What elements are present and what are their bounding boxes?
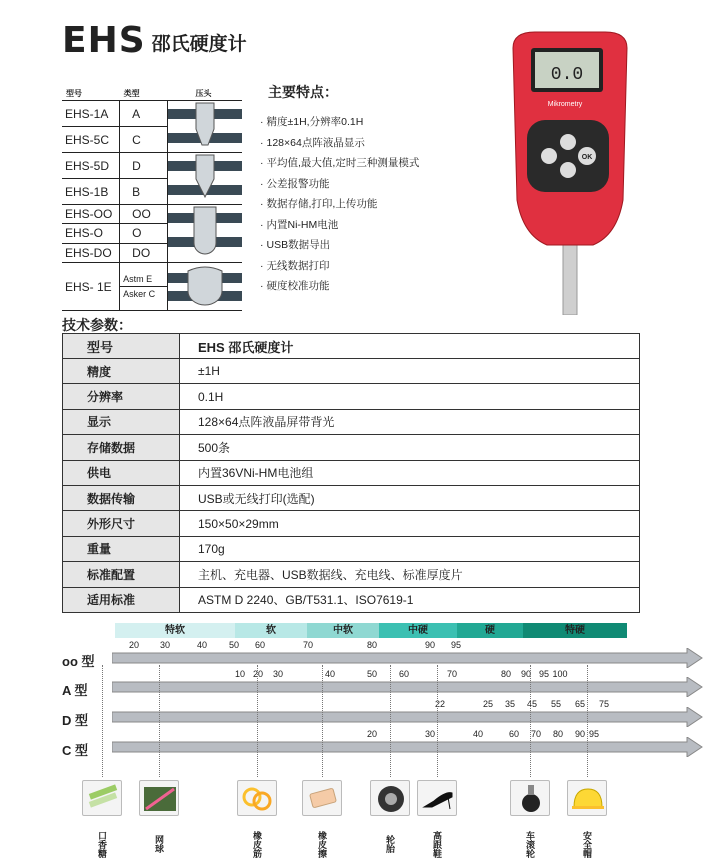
type-cell: C <box>120 127 168 153</box>
type-cell: D <box>120 153 168 179</box>
type-cell: DO <box>120 243 168 262</box>
spec-value: 128×64点阵液晶屏带背光 <box>180 409 640 434</box>
tick-label: 95 <box>450 640 462 650</box>
tick-label: 60 <box>508 729 520 739</box>
tick-label: 70 <box>530 729 542 739</box>
model-cell: EHS-5C <box>62 127 120 153</box>
spec-value: 0.1H <box>180 384 640 409</box>
band-medium-soft: 中软 <box>307 623 379 638</box>
tick-label: 70 <box>446 669 458 679</box>
large-ball-indenter-icon <box>168 263 242 307</box>
scale-row-d <box>62 699 642 729</box>
tick-label: 30 <box>159 640 171 650</box>
title-main: EHS <box>62 20 146 61</box>
header-model: 型号 <box>62 87 120 101</box>
model-cell: EHS-O <box>62 224 120 243</box>
eraser-icon <box>302 780 342 816</box>
material-pointer-line <box>530 665 531 777</box>
tick-label: 22 <box>434 699 446 709</box>
tick-label: 95 <box>588 729 600 739</box>
feature-item: · 硬度校准功能 <box>260 276 419 297</box>
material-item <box>298 780 346 864</box>
tick-label: 20 <box>366 729 378 739</box>
tick-label: 95 <box>538 669 550 679</box>
band-soft: 软 <box>235 623 307 638</box>
type-cell: O <box>120 224 168 243</box>
indenter-image <box>167 101 242 153</box>
spec-key: 重量 <box>63 536 180 561</box>
material-label: 网球 <box>154 835 164 853</box>
spec-key: 精度 <box>63 359 180 384</box>
device-reading: 0.0 <box>550 65 584 85</box>
feature-item: · 无线数据打印 <box>260 256 419 277</box>
material-item <box>413 780 461 864</box>
material-label: 轮胎 <box>385 835 395 853</box>
subtype-asker-c: Asker C <box>123 289 156 299</box>
scale-row-oo <box>62 640 642 670</box>
band-hard: 硬 <box>457 623 523 638</box>
type-cell: B <box>120 179 168 205</box>
features <box>260 82 419 297</box>
scale-row-label: C 型 <box>62 743 89 758</box>
tick-label: 90 <box>424 640 436 650</box>
scale-row-label: oo 型 <box>62 654 95 669</box>
hardness-band-header <box>115 623 627 638</box>
indenter-image <box>167 153 242 205</box>
spec-value: 150×50×29mm <box>180 511 640 536</box>
spec-value: EHS 邵氏硬度计 <box>180 334 640 359</box>
tick-label: 65 <box>574 699 586 709</box>
page-title <box>62 20 247 61</box>
tick-label: 80 <box>366 640 378 650</box>
material-label: 橡皮筋 <box>252 830 262 858</box>
tick-label: 40 <box>324 669 336 679</box>
tick-label: 80 <box>500 669 512 679</box>
header-indenter: 压头 <box>167 87 242 101</box>
material-item <box>563 780 611 864</box>
tick-label: 20 <box>252 669 264 679</box>
tick-label: 25 <box>482 699 494 709</box>
material-label: 橡皮擦 <box>317 830 327 858</box>
feature-item: · 公差报警功能 <box>260 174 419 195</box>
material-item <box>506 780 554 864</box>
features-heading: 主要特点： <box>268 85 338 101</box>
material-pointer-line <box>257 665 258 777</box>
spec-value: ±1H <box>180 359 640 384</box>
spec-value: 主机、充电器、USB数据线、充电线、标准厚度片 <box>180 562 640 587</box>
spec-key: 供电 <box>63 460 180 485</box>
feature-item: · 128×64点阵液晶显示 <box>260 133 419 154</box>
spec-value: 500条 <box>180 435 640 460</box>
tick-label: 20 <box>128 640 140 650</box>
material-label: 安全帽 <box>582 830 592 858</box>
type-cell: OO <box>120 205 168 224</box>
spec-key: 标准配置 <box>63 562 180 587</box>
tick-label: 50 <box>366 669 378 679</box>
tick-label: 80 <box>552 729 564 739</box>
spec-key: 外形尺寸 <box>63 511 180 536</box>
spec-key: 存储数据 <box>63 435 180 460</box>
model-cell: EHS-1A <box>62 101 120 127</box>
model-cell: EHS-1B <box>62 179 120 205</box>
model-cell: EHS-DO <box>62 243 120 262</box>
helmet-icon <box>567 780 607 816</box>
spec-key: 显示 <box>63 409 180 434</box>
spec-key: 数据传输 <box>63 485 180 510</box>
feature-item: · 数据存储,打印,上传功能 <box>260 194 419 215</box>
spec-key: 适用标准 <box>63 587 180 612</box>
material-item <box>366 780 414 864</box>
scale-row-label: D 型 <box>62 713 89 728</box>
tick-label: 90 <box>574 729 586 739</box>
material-examples <box>0 780 720 865</box>
spec-value: 内置36VNi-HM电池组 <box>180 460 640 485</box>
material-label: 口香糖 <box>97 830 107 858</box>
tick-label: 30 <box>424 729 436 739</box>
tick-label: 30 <box>272 669 284 679</box>
spec-value: 170g <box>180 536 640 561</box>
spec-section-title: 技术参数： <box>62 318 132 334</box>
cone-indenter-icon <box>168 101 242 149</box>
tick-label: 50 <box>228 640 240 650</box>
spec-key: 型号 <box>63 334 180 359</box>
tick-label: 10 <box>234 669 246 679</box>
tire-icon <box>370 780 410 816</box>
tick-label: 90 <box>520 669 532 679</box>
title-sub: 邵氏硬度计 <box>151 33 247 55</box>
feature-item: · USB数据导出 <box>260 235 419 256</box>
tick-label: 75 <box>598 699 610 709</box>
scale-row-a <box>62 669 642 699</box>
spec-value: ASTM D 2240、GB/T531.1、ISO7619-1 <box>180 587 640 612</box>
type-cell <box>120 263 168 311</box>
hardness-tester-device <box>505 30 635 315</box>
tick-label: 60 <box>398 669 410 679</box>
point-indenter-icon <box>168 153 242 201</box>
material-item <box>78 780 126 864</box>
feature-item: · 精度±1H,分辨率0.1H <box>260 112 419 133</box>
subtype-astm-e: Astm E <box>120 272 167 287</box>
material-item <box>135 780 183 864</box>
scale-row-label: A 型 <box>62 683 88 698</box>
tennis-ball-icon <box>139 780 179 816</box>
rubber-band-icon <box>237 780 277 816</box>
material-pointer-line <box>322 665 323 777</box>
band-medium-hard: 中硬 <box>379 623 457 638</box>
tick-label: 35 <box>504 699 516 709</box>
indenter-image <box>167 263 242 311</box>
material-pointer-line <box>587 665 588 777</box>
feature-item: · 内置Ni-HM电池 <box>260 215 419 236</box>
type-cell: A <box>120 101 168 127</box>
ball-indenter-icon <box>168 205 242 259</box>
header-type: 类型 <box>120 87 168 101</box>
model-cell: EHS-5D <box>62 153 120 179</box>
material-pointer-line <box>437 665 438 777</box>
material-label: 车滚轮 <box>525 830 535 858</box>
spec-value: USB或无线打印(选配) <box>180 485 640 510</box>
model-cell: EHS-OO <box>62 205 120 224</box>
gum-icon <box>82 780 122 816</box>
ok-label: OK <box>581 154 593 161</box>
material-pointer-line <box>102 665 103 777</box>
tick-label: 70 <box>302 640 314 650</box>
tick-label: 45 <box>526 699 538 709</box>
scale-row-c <box>62 729 642 759</box>
model-table <box>62 87 242 311</box>
material-pointer-line <box>390 665 391 777</box>
material-item <box>233 780 281 864</box>
caster-wheel-icon <box>510 780 550 816</box>
material-pointer-line <box>159 665 160 777</box>
high-heel-icon <box>417 780 457 816</box>
band-extra-hard: 特硬 <box>523 623 627 638</box>
indenter-image <box>167 205 242 263</box>
tick-label: 40 <box>472 729 484 739</box>
spec-table <box>62 333 640 613</box>
device-brand: Mikrometry <box>547 101 583 108</box>
feature-item: · 平均值,最大值,定时三种测量模式 <box>260 153 419 174</box>
spec-key: 分辨率 <box>63 384 180 409</box>
model-cell: EHS- 1E <box>62 263 120 311</box>
tick-label: 60 <box>254 640 266 650</box>
material-label: 高跟鞋 <box>432 830 442 858</box>
band-extra-soft: 特软 <box>115 623 235 638</box>
tick-label: 40 <box>196 640 208 650</box>
tick-label: 100 <box>552 669 568 679</box>
tick-label: 55 <box>550 699 562 709</box>
